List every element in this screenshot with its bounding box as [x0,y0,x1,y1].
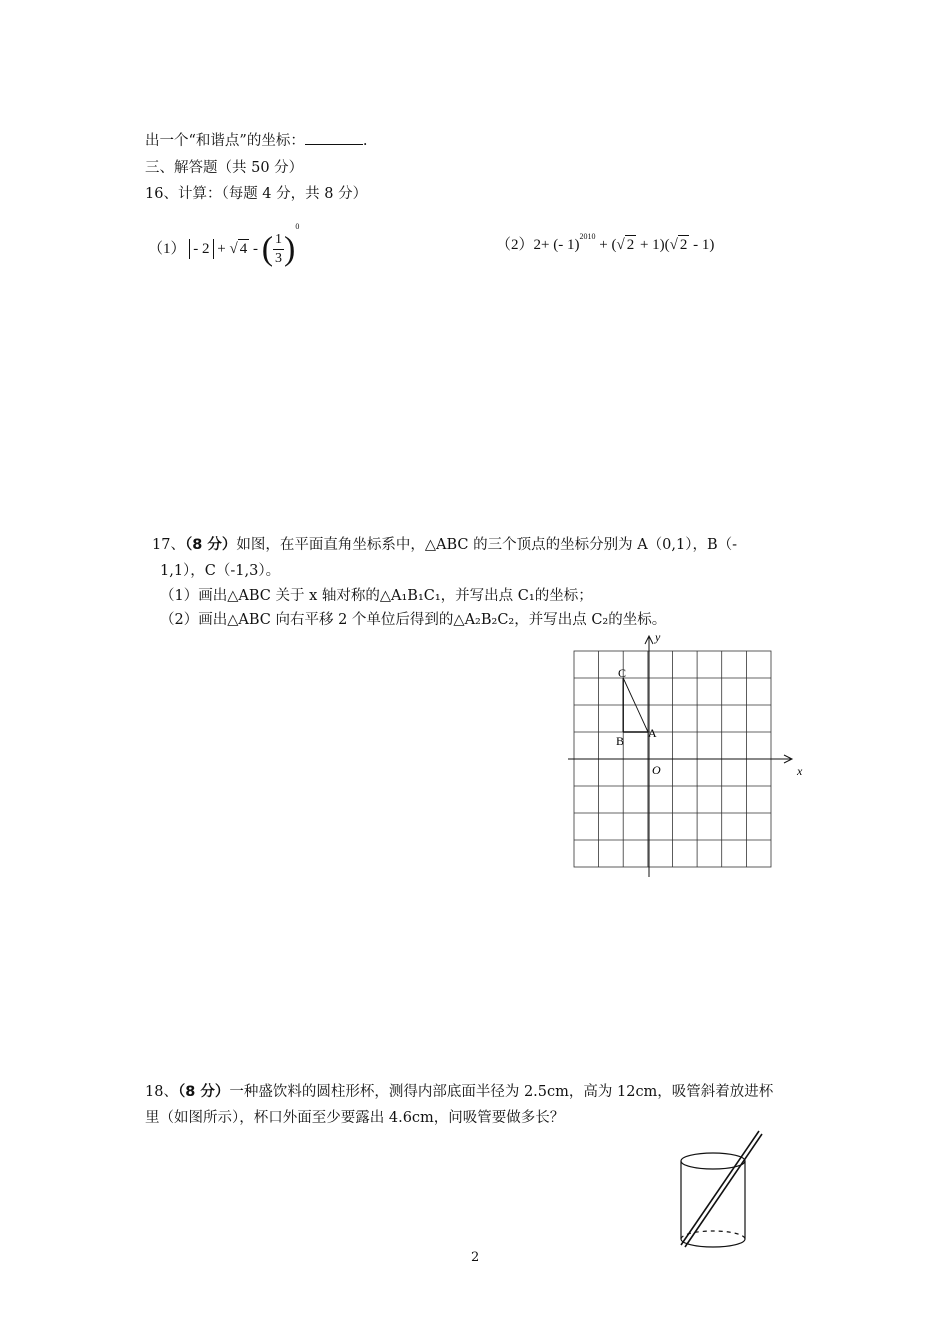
q17-number: 17、 [152,537,185,553]
q16-heading: 16、计算：（每题 4 分，共 8 分） [145,186,368,202]
q18-score: （8 分） [177,1084,230,1100]
paren-group-1: (- 1) [553,237,580,253]
answer-blank [305,130,363,145]
q17-task2: （2）画出△ABC 向右平移 2 个单位后得到的△A₂B₂C₂，并写出点 C₂的坐标。 [160,612,667,628]
fraction [273,231,284,268]
exponent-zero: 0 [295,222,300,231]
minus-one: - 1 [693,237,710,253]
q15-tail-line [145,130,367,151]
q18-line2: 里（如图所示），杯口外面至少要露出 4.6cm，问吸管要做多长？ [145,1110,565,1126]
right-paren: ) [284,230,296,268]
q16-part2 [496,232,714,254]
q16-part1 [148,222,299,268]
sqrt-b: 2 [679,237,688,253]
plus-one: + 1 [639,237,660,253]
q16-part2-label: （2） [496,237,534,253]
plus-sign-2: + [599,237,608,253]
plus-sign: + [217,241,226,257]
section-heading: 三、解答题（共 50 分） [145,160,304,176]
y-axis-label: y [655,630,661,644]
paren-group-3: (√ 2 - 1) [664,237,715,253]
lead-term: 2+ [533,237,550,253]
q17-text1: 如图，在平面直角坐标系中，△ABC 的三个顶点的坐标分别为 A（0,1），B（- [236,537,738,553]
q18-number: 18、 [145,1084,178,1100]
fraction-numerator: 1 [273,231,284,250]
sqrt-radicand: 4 [239,241,248,257]
exponent-2010: 2010 [579,232,596,241]
q18-line1 [145,1082,773,1102]
straw-edge-2 [685,1134,762,1247]
point-c-label: C [618,666,627,680]
fraction-denominator: 3 [275,251,283,267]
q15-period: . [362,133,368,149]
base-term: - 1 [558,237,575,253]
sqrt-a: 2 [626,237,635,253]
point-a-label: A [648,726,657,740]
point-b-label: B [616,734,625,748]
paren-group-2: (√ 2 + 1) [611,237,665,253]
coordinate-grid-figure [560,628,820,888]
page-number: 2 [471,1250,480,1265]
origin-label: O [652,763,661,777]
q17-task1: （1）画出△ABC 关于 x 轴对称的△A₁B₁C₁，并写出点 C₁的坐标； [160,588,593,604]
q17-line1 [152,535,737,555]
q15-tail-text: 出一个“和谐点”的坐标： [145,133,305,149]
left-paren: ( [261,230,274,268]
sqrt-radical: √ [229,241,238,257]
q18-text1: 一种盛饮料的圆柱形杯，测得内部底面半径为 2.5cm，高为 12cm，吸管斜着放进杯 [229,1084,774,1100]
cup-straw-figure [673,1127,773,1252]
x-axis-label: x [797,764,803,778]
q17-line2: 1,1），C（-1,3）。 [160,563,281,579]
straw-edge-1 [681,1131,759,1245]
abs-value: - 2 [189,239,213,259]
axes [568,636,792,877]
q17-score: （8 分） [184,537,237,553]
q16-part1-label: （1） [148,241,186,257]
minus-sign: - [252,241,258,257]
